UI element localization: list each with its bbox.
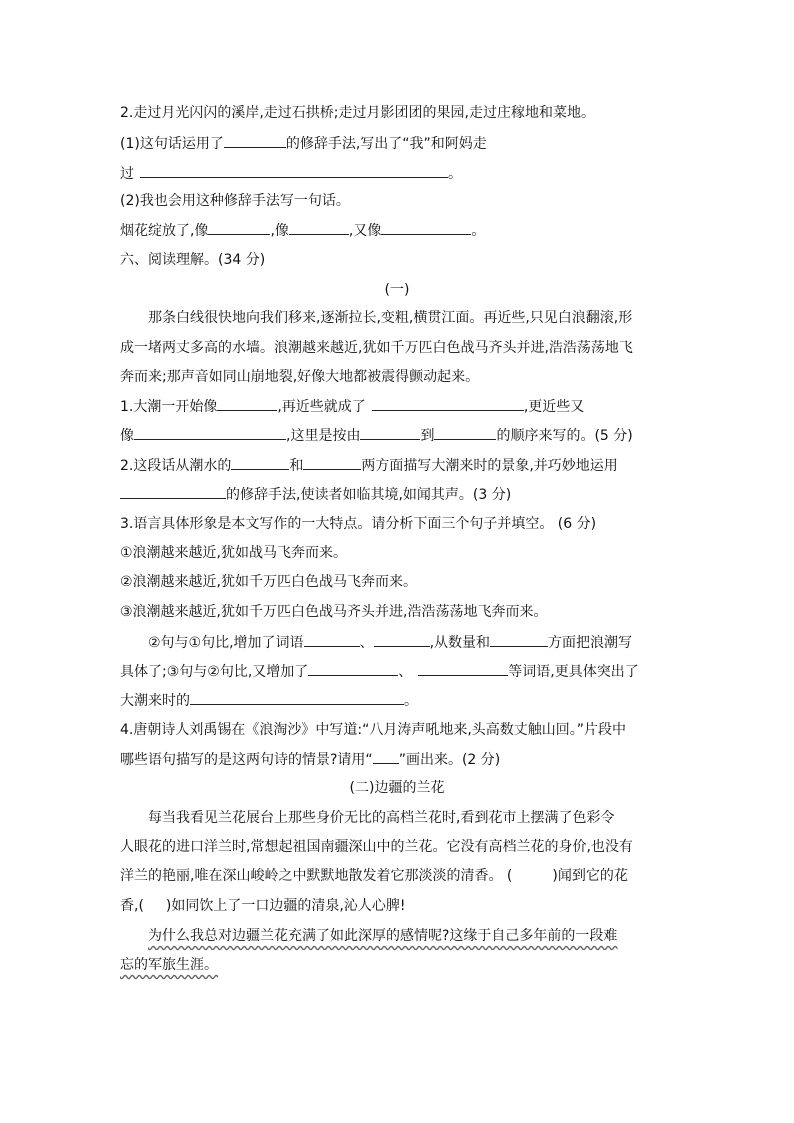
question-3-fill-cont [120, 661, 639, 682]
text: 过 [120, 166, 134, 182]
answer-blank[interactable] [224, 133, 286, 148]
text: ,这里是按由 [286, 428, 361, 444]
passage-2-line [120, 866, 628, 886]
text: ”画出来。(2 分) [398, 752, 501, 768]
text: ,像 [270, 223, 289, 239]
answer-blank[interactable] [304, 632, 360, 647]
passage-2-line: 每当我看见兰花展台上那些身价无比的高档兰花时,看到花市上摆满了色彩令 [148, 810, 615, 826]
text: 的修辞手法,使读者如临其境,如闻其声。(3 分) [226, 487, 512, 503]
text: 洋兰的艳丽,唯在深山峻岭之中默默地散发着它那淡淡的清香。 ( [120, 868, 513, 884]
text: 的顺序来写的。(5 分) [496, 428, 633, 444]
sentence-3: ③浪潮越来越近,犹如千万匹白色战马齐头并进,浩浩荡荡地飞奔而来。 [120, 604, 548, 620]
text: 、 [359, 635, 374, 651]
question-1-cont [120, 425, 633, 446]
text: 两方面描写大潮来时的景象,并巧妙地运用 [361, 458, 618, 474]
question-4: 4.唐朝诗人刘禹锡在《浪淘沙》中写道:“八月涛声吼地来,头高数丈触山回。”片段中 [120, 722, 627, 738]
question-2-part-1 [120, 133, 487, 154]
answer-blank[interactable] [418, 661, 508, 676]
text: (1)这句话运用了 [120, 136, 224, 152]
text: 和 [289, 458, 304, 474]
sentence-1: ①浪潮越来越近,犹如战马飞奔而来。 [120, 545, 348, 561]
question-2 [120, 455, 618, 476]
passage-line: 成一堵两丈多高的水墙。浪潮越来越近,犹如千万匹白色战马齐头并进,浩浩荡荡地飞 [120, 340, 633, 356]
question-2-part-2: (2)我也会用这种修辞手法写一句话。 [120, 193, 350, 209]
text: ,更近些又 [523, 399, 585, 415]
text: ,从数量和 [429, 635, 491, 651]
question-2-cont [120, 484, 511, 505]
text: 大潮来时的 [120, 693, 190, 709]
answer-blank[interactable] [308, 661, 398, 676]
text: 2.这段话从潮水的 [120, 458, 232, 474]
answer-blank[interactable] [289, 220, 349, 235]
underline-sample [373, 749, 399, 764]
part-2-title: (二)边疆的兰花 [349, 780, 445, 796]
question-2-sentence: 2.走过月光闪闪的溪岸,走过石拱桥;走过月影团团的果园,走过庄稼地和菜地。 [120, 105, 595, 121]
passage-2-line [120, 896, 405, 916]
wavy-underlined-line: 为什么我总对边疆兰花充满了如此深厚的感情呢?这缘于自己多年前的一段难 [148, 928, 618, 944]
text: ,又像 [348, 223, 382, 239]
part-1-title: (一) [384, 282, 410, 298]
text: 1.大潮一开始像 [120, 399, 218, 415]
answer-blank[interactable] [490, 632, 548, 647]
answer-blank[interactable] [134, 425, 286, 440]
question-3-fill [148, 632, 632, 653]
text: )如同饮上了一口边疆的清泉,沁人心脾! [165, 898, 406, 914]
text: ,再近些就成了 [277, 399, 366, 415]
text: 香,( [120, 898, 144, 914]
answer-blank[interactable] [208, 220, 270, 235]
passage-line: 奔而来;那声音如同山崩地裂,好像大地都被震得颤动起来。 [120, 369, 480, 385]
text: 像 [120, 428, 134, 444]
text: 烟花绽放了,像 [120, 223, 209, 239]
answer-blank[interactable] [434, 425, 496, 440]
text: 具体了;③句与②句比,又增加了 [120, 664, 309, 680]
answer-blank[interactable] [372, 396, 524, 411]
question-4-cont [120, 749, 500, 770]
answer-blank[interactable] [217, 396, 277, 411]
text: 的修辞手法,写出了“我”和阿妈走 [285, 136, 487, 152]
question-1 [120, 396, 584, 417]
question-3-fill-end [120, 690, 418, 711]
wavy-underlined-line: 忘的军旅生涯。 [120, 957, 218, 973]
text: 到 [420, 428, 435, 444]
passage-2-line: 人眼花的进口洋兰时,常想起祖国南疆深山中的兰花。它没有高档兰花的身价,也没有 [120, 839, 633, 855]
question-2-fill [120, 220, 485, 241]
answer-blank[interactable] [303, 455, 361, 470]
sentence-2: ②浪潮越来越近,犹如千万匹白色战马飞奔而来。 [120, 574, 417, 590]
answer-blank[interactable] [120, 484, 226, 499]
question-3: 3.语言具体形象是本文写作的一大特点。请分析下面三个句子并填空。 (6 分) [120, 516, 597, 532]
answer-blank[interactable] [381, 220, 471, 235]
answer-blank[interactable] [231, 455, 289, 470]
text: 。 [448, 166, 462, 182]
text: 方面把浪潮写 [548, 635, 633, 651]
text: 哪些语句描写的是这两句诗的情景?请用“ [120, 752, 373, 768]
text: 。 [404, 693, 418, 709]
text: 等词语,更具体突出了 [508, 664, 639, 680]
text: )闻到它的花 [552, 868, 628, 884]
section-heading: 六、阅读理解。(34 分) [120, 252, 266, 268]
answer-blank[interactable] [360, 425, 420, 440]
answer-blank[interactable] [374, 632, 430, 647]
question-2-part-1-cont [120, 163, 462, 184]
text: ②句与①句比,增加了词语 [148, 635, 304, 651]
text: 。 [471, 223, 486, 239]
answer-blank[interactable] [140, 163, 448, 178]
answer-blank[interactable] [190, 690, 404, 705]
passage-line: 那条白线很快地向我们移来,逐渐拉长,变粗,横贯江面。再近些,只见白浪翻滚,形 [148, 310, 633, 326]
text: 、 [398, 664, 413, 680]
